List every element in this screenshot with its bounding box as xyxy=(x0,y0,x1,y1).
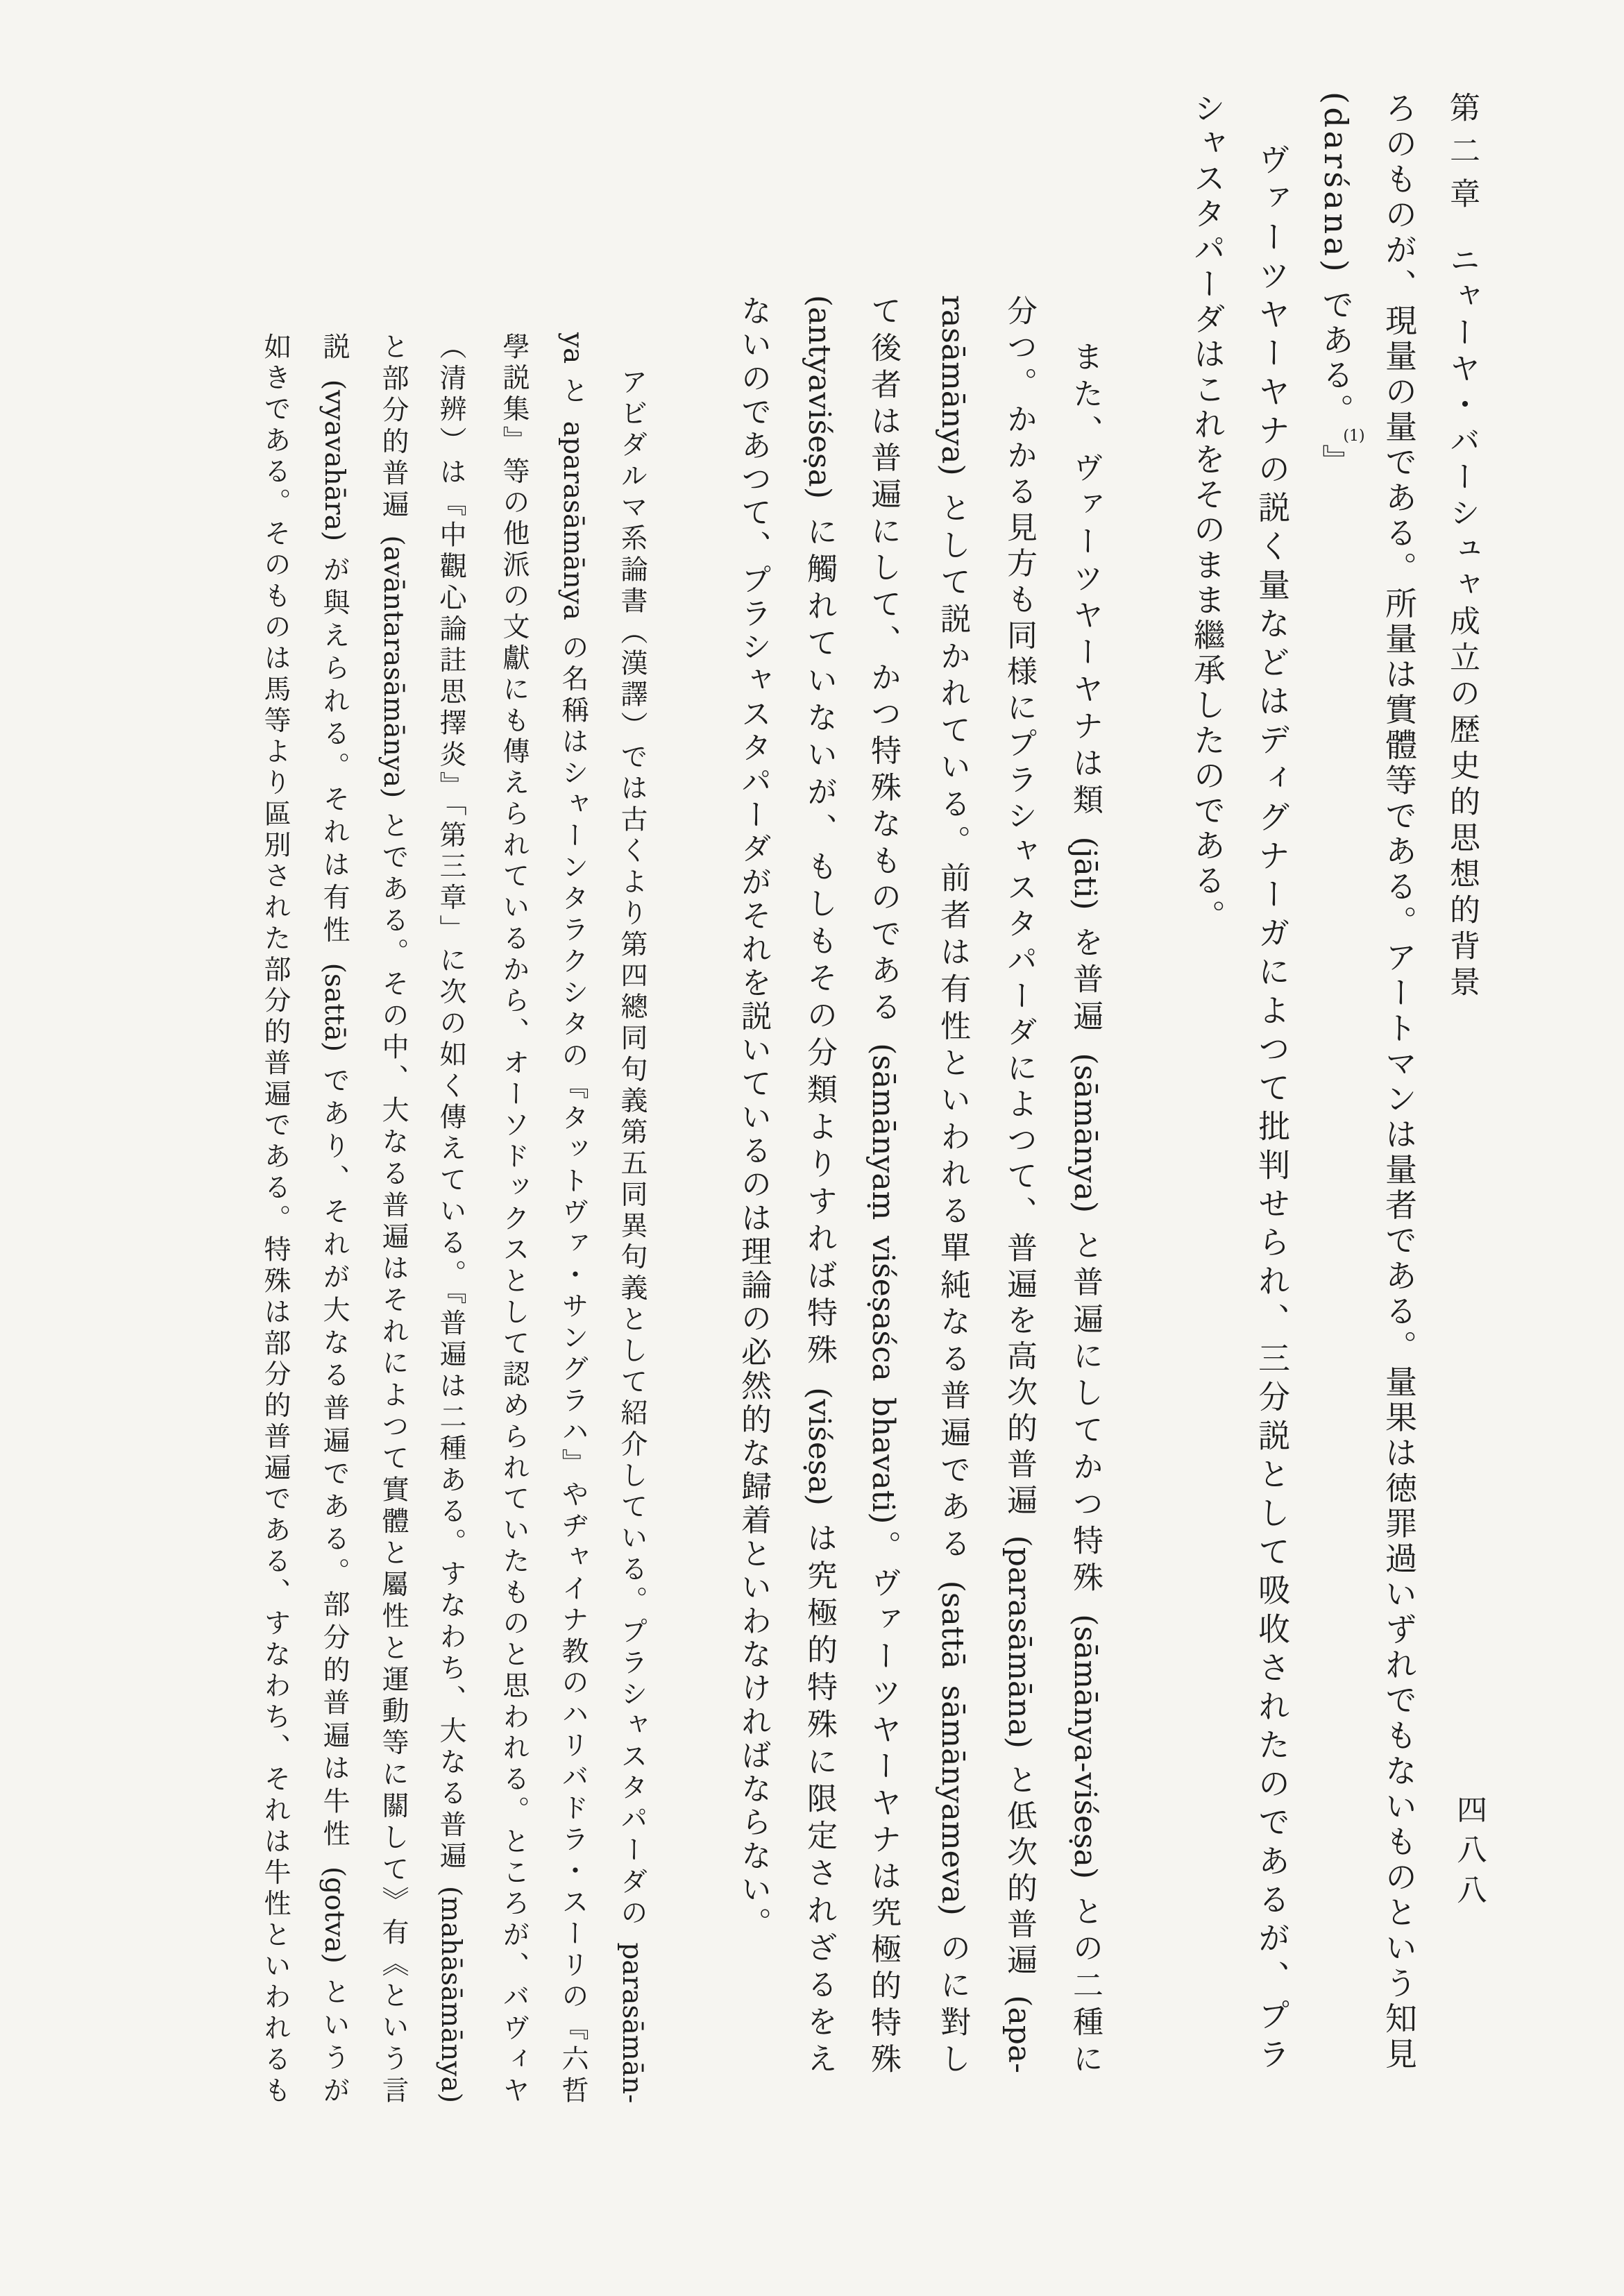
paragraph-line: ヴァーツヤーヤナの説く量などはディグナーガによつて批判せられ、三分説として吸收されたのであるが、プラ xyxy=(1253,142,1291,2069)
note-line: ya と aparasāmānya の名稱はシャーンタラクシタの『タットヴァ・サングラハ』やヂャイナ教のハリバドラ・スーリの『六哲 xyxy=(557,332,589,2103)
paragraph-line: 分つ。かかる見方も同様にプラシャスタパーダによつて、普遍を高次的普遍 (parasāmāna) と低次的普遍 (apa- xyxy=(1001,295,1037,2073)
paragraph-line: rasāmānya) として説かれている。前者は有性といわれる單純なる普遍である (sattā sāmānyameva) のに對し xyxy=(935,295,970,2073)
running-head-title: ニャーヤ・バーシュャ成立の歴史的思想的背景 xyxy=(1444,244,1480,996)
note-line: 説 (vyavahāra) が與えられる。それは有性 (sattā) であり、それが大なる普遍である。部分的普遍は牛性 (gotva) というが xyxy=(319,332,350,2103)
quote-line: ろのものが、現量の量である。所量は實體等である。アートマンは量者である。量果は徳罪過いずれでもないものという知見 xyxy=(1380,92,1418,2069)
paragraph-line: また、ヴァーツヤーヤナは類 (jāti) を普遍 (sāmānya) と普遍にしてかつ特殊 (sāmānya-viśeṣa) との二種に xyxy=(1067,341,1103,2073)
note-line: 如きである。そのものは馬等より區別された部分的普遍である。特殊は部分的普遍である、すなわち、それは牛性といわれるも xyxy=(260,332,291,2103)
paragraph-line: て後者は普遍にして、かつ特殊なものである (sāmānyaṃ viśeṣaśca bhavati)。ヴァーツヤーヤナは究極的特殊 xyxy=(865,295,901,2073)
paragraph-line: シャスタパーダはこれをそのまま繼承したのである。 xyxy=(1189,92,1226,935)
footnote-reference: (1) xyxy=(1343,427,1365,445)
running-head-chapter: 第二章 xyxy=(1444,92,1480,208)
page-number: 四八八 xyxy=(1451,1794,1487,1905)
quote-close-bracket: 』 xyxy=(1317,443,1355,479)
paragraph-line: (antyaviśeṣa) に觸れていないが、もしもその分類よりすれば特殊 (viśeṣa) は究極的特殊に限定されざるをえ xyxy=(802,295,837,2073)
paragraph-line: ないのであつて、プラシャスタパーダがそれを説いているのは理論の必然的な歸着といわなければならない。 xyxy=(736,295,771,1941)
note-line: （清辨）は『中觀心論註思擇炎』「第三章」に次の如く傳えている。『普遍は二種ある。すなわち、大なる普遍 (mahāsāmānya) xyxy=(435,332,466,2103)
quote-text: (darśana) である。 xyxy=(1317,92,1355,429)
quote-line-last xyxy=(1308,92,1364,2069)
note-line: 學説集』等の他派の文獻にも傳えられているから、オーソドックスとして認められていたものと思われる。ところが、バヴィヤ xyxy=(498,332,530,2103)
note-line: アビダルマ系論書（漢譯）では古くより第四總同句義第五同異句義として紹介している。プラシャスタパーダの parasāmān- xyxy=(616,367,648,2103)
note-line: と部分的普遍 (avāntarasāmānya) とである。その中、大なる普遍はそれによつて實體と屬性と運動等に關して》有《という言 xyxy=(378,332,409,2103)
